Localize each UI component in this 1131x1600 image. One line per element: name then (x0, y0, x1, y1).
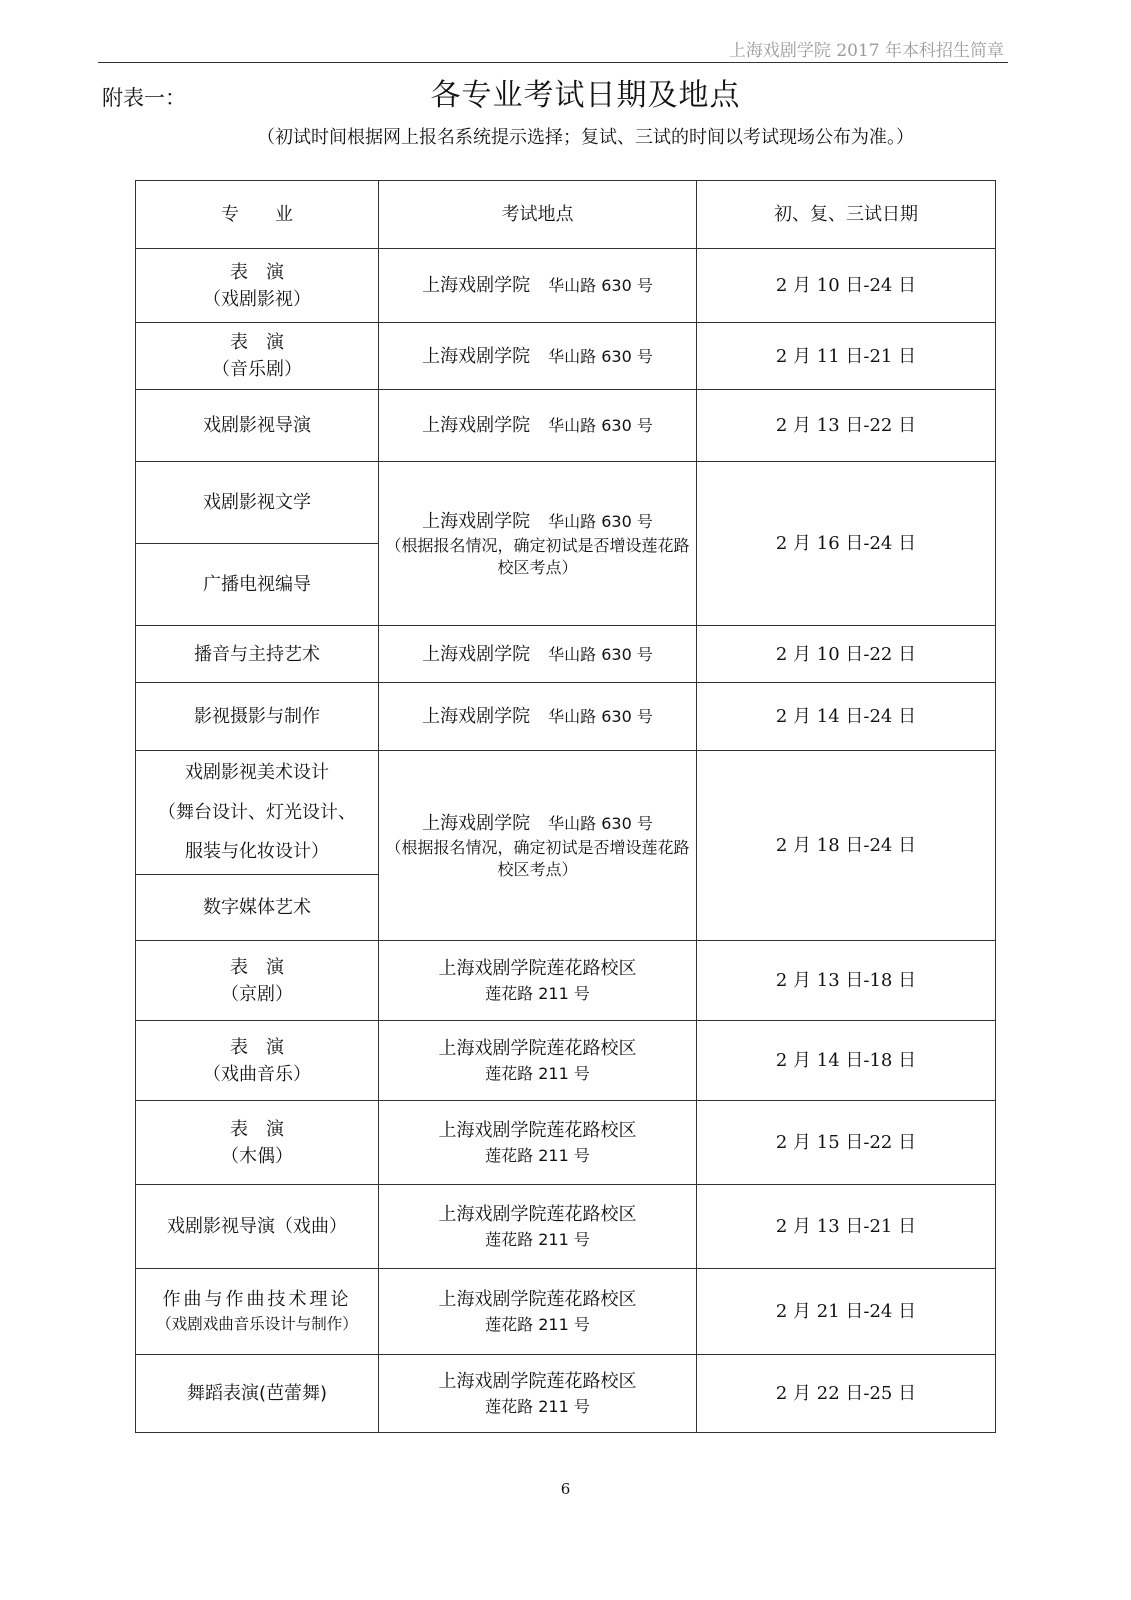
exam-dates: 2 月 16 日-24 日 (697, 462, 996, 626)
major-name: 表 演 (230, 1036, 284, 1058)
major-subtitle: （音乐剧） (212, 359, 302, 380)
major-cell (136, 941, 379, 1021)
campus-name: 上海戏剧学院莲花路校区 (438, 958, 637, 979)
table-row (136, 1185, 996, 1269)
campus-address: 莲花路 211 号 (485, 1146, 590, 1165)
location-note: （根据报名情况，确定初试是否增设莲花路校区考点） (385, 535, 690, 577)
table-row (136, 626, 996, 683)
major-subtitle: （戏曲音乐） (203, 1063, 311, 1085)
campus-address: 华山路 630 号 (548, 346, 653, 366)
table-row (136, 390, 996, 462)
location-cell (379, 1269, 697, 1355)
header-major: 专 业 (136, 181, 379, 249)
major-subtitle: （木偶） (221, 1145, 293, 1167)
major-cell (136, 390, 379, 462)
table-row (136, 941, 996, 1021)
table-row (136, 462, 996, 544)
major-name: 表 演 (230, 332, 284, 353)
table-row (136, 1355, 996, 1433)
table-row (136, 1021, 996, 1101)
major-cell (136, 1269, 379, 1355)
location-cell (379, 751, 697, 941)
major-name: 表 演 (230, 1118, 284, 1140)
campus-name: 上海戏剧学院 (422, 643, 531, 665)
major-cell (136, 544, 379, 626)
appendix-label: 附表一： (102, 86, 186, 110)
campus-address: 莲花路 211 号 (485, 984, 590, 1003)
major-name: 戏剧影视文学 (203, 492, 311, 513)
major-subtitle: （戏剧影视） (203, 288, 311, 310)
location-cell (379, 1355, 697, 1433)
exam-dates: 2 月 15 日-22 日 (697, 1101, 996, 1185)
page-title: 各专业考试日期及地点 (430, 78, 741, 113)
campus-address: 华山路 630 号 (548, 644, 653, 664)
table-row (136, 751, 996, 875)
major-cell (136, 462, 379, 544)
location-cell (379, 390, 697, 462)
table-row (136, 1269, 996, 1355)
exam-dates: 2 月 10 日-24 日 (697, 249, 996, 323)
major-name: 舞蹈表演(芭蕾舞) (186, 1383, 328, 1404)
exam-dates: 2 月 14 日-18 日 (697, 1021, 996, 1101)
exam-dates: 2 月 13 日-18 日 (697, 941, 996, 1021)
campus-name: 上海戏剧学院莲花路校区 (438, 1204, 637, 1225)
campus-address: 华山路 630 号 (548, 511, 653, 531)
campus-name: 上海戏剧学院莲花路校区 (438, 1371, 637, 1392)
campus-address: 华山路 630 号 (548, 707, 653, 726)
major-name: 播音与主持艺术 (194, 643, 320, 665)
major-subtitle: （京剧） (221, 983, 293, 1005)
campus-name: 上海戏剧学院 (422, 812, 531, 834)
header-dates: 初、复、三试日期 (697, 181, 996, 249)
location-cell (379, 626, 697, 683)
campus-name: 上海戏剧学院 (422, 510, 531, 532)
exam-dates: 2 月 10 日-22 日 (697, 626, 996, 683)
major-name: 戏剧影视导演（戏曲） (167, 1216, 347, 1237)
table-row (136, 683, 996, 751)
table-row (136, 249, 996, 323)
running-header (98, 30, 1008, 63)
major-cell (136, 1185, 379, 1269)
exam-dates: 2 月 13 日-22 日 (697, 390, 996, 462)
exam-dates: 2 月 21 日-24 日 (697, 1269, 996, 1355)
major-name: 表 演 (230, 956, 284, 978)
major-name: 表 演 (230, 261, 284, 283)
major-cell (136, 1101, 379, 1185)
campus-address: 莲花路 211 号 (485, 1315, 590, 1334)
major-subtitle: （舞台设计、灯光设计、服装与化妆设计） (158, 801, 356, 863)
campus-address: 华山路 630 号 (548, 276, 653, 295)
table-header-row (136, 181, 996, 249)
location-cell (379, 1101, 697, 1185)
campus-address: 华山路 630 号 (548, 416, 653, 435)
campus-name: 上海戏剧学院 (422, 706, 531, 727)
major-name: 广播电视编导 (203, 574, 311, 595)
campus-name: 上海戏剧学院莲花路校区 (438, 1120, 637, 1141)
table-row (136, 1101, 996, 1185)
major-name: 戏剧影视美术设计 (185, 762, 329, 784)
exam-dates: 2 月 13 日-21 日 (697, 1185, 996, 1269)
exam-dates: 2 月 11 日-21 日 (697, 323, 996, 390)
exam-dates: 2 月 14 日-24 日 (697, 683, 996, 751)
location-note: （根据报名情况，确定初试是否增设莲花路校区考点） (385, 837, 690, 879)
major-cell (136, 1021, 379, 1101)
campus-name: 上海戏剧学院莲花路校区 (438, 1289, 637, 1310)
campus-name: 上海戏剧学院 (422, 415, 531, 436)
major-name: 数字媒体艺术 (203, 897, 311, 918)
exam-schedule-table (135, 180, 996, 1433)
campus-address: 莲花路 211 号 (485, 1230, 590, 1249)
major-name: 影视摄影与制作 (194, 706, 320, 727)
major-cell (136, 875, 379, 941)
location-cell (379, 1021, 697, 1101)
major-subtitle: （戏剧戏曲音乐设计与制作） (156, 1315, 358, 1334)
location-cell (379, 683, 697, 751)
exam-dates: 2 月 18 日-24 日 (697, 751, 996, 941)
page-number: 6 (560, 1480, 571, 1498)
campus-address: 莲花路 211 号 (485, 1064, 590, 1083)
major-cell (136, 626, 379, 683)
header-location: 考试地点 (379, 181, 697, 249)
title-note: （初试时间根据网上报名系统提示选择；复试、三试的时间以考试现场公布为准。） (257, 127, 914, 148)
location-cell (379, 323, 697, 390)
location-cell (379, 249, 697, 323)
location-cell (379, 462, 697, 626)
campus-address: 莲花路 211 号 (485, 1397, 590, 1416)
major-cell (136, 751, 379, 875)
campus-name: 上海戏剧学院莲花路校区 (438, 1038, 637, 1059)
exam-dates: 2 月 22 日-25 日 (697, 1355, 996, 1433)
major-cell (136, 1355, 379, 1433)
major-name: 作曲与作曲技术理论 (162, 1289, 352, 1311)
location-cell (379, 1185, 697, 1269)
major-name: 戏剧影视导演 (203, 415, 311, 436)
table-row (136, 323, 996, 390)
campus-name: 上海戏剧学院 (422, 345, 531, 367)
major-cell (136, 323, 379, 390)
campus-name: 上海戏剧学院 (422, 275, 531, 296)
major-cell (136, 683, 379, 751)
running-header-title: 上海戏剧学院 2017 年本科招生简章 (728, 41, 1004, 61)
major-cell (136, 249, 379, 323)
location-cell (379, 941, 697, 1021)
campus-address: 华山路 630 号 (548, 813, 653, 833)
